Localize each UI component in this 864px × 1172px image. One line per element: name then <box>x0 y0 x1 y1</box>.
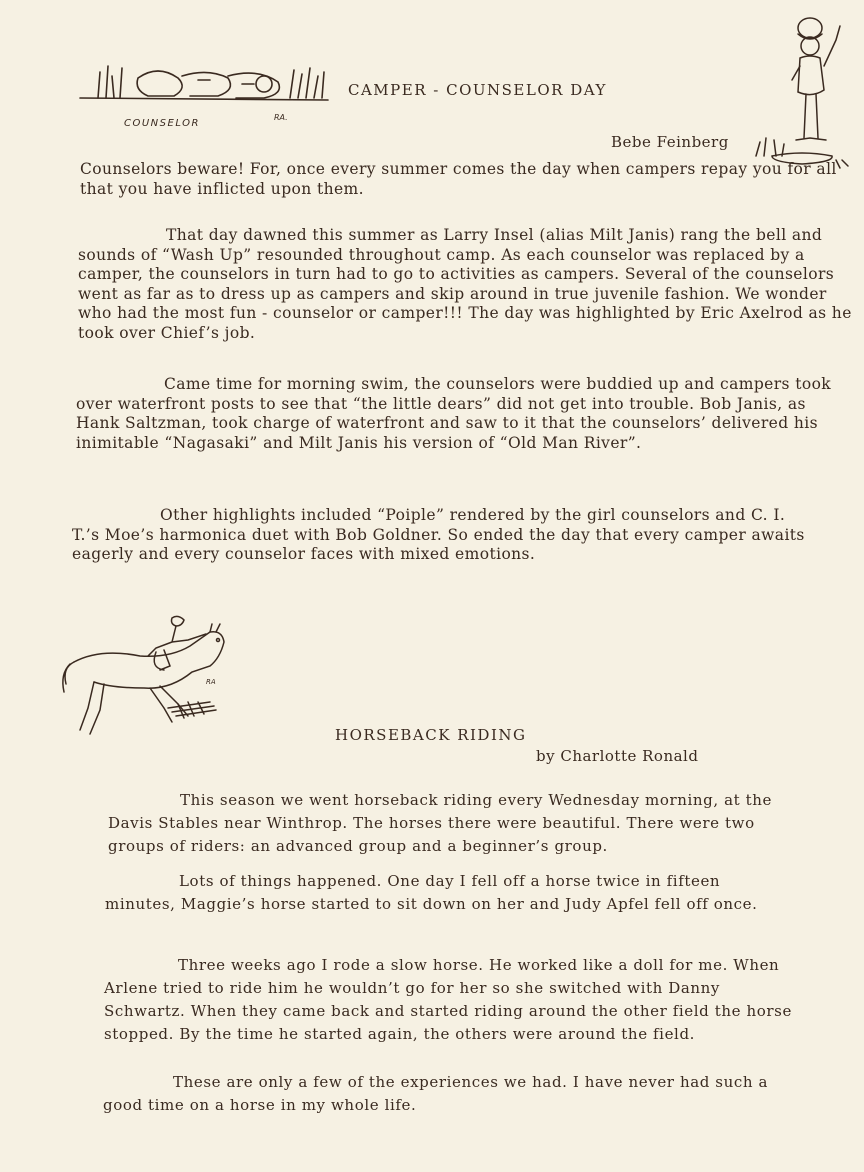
article2-paragraph-1: This season we went horseback riding every Wednesday morning, at the Davis Stables near Winthrop. The horses there were beautiful. There were two groups of riders: an advanced group and a beginner’s group. <box>108 791 773 855</box>
guard-sketch-illustration <box>752 10 852 175</box>
counselor-sketch-caption: COUNSELOR <box>124 118 200 129</box>
counselor-sketch-illustration <box>78 58 338 130</box>
article2-paragraph-4: These are only a few of the experiences we had. I have never had such a good time on a horse in my whole life. <box>103 1073 769 1114</box>
article2-author: by Charlotte Ronald <box>536 747 699 765</box>
counselor-sketch-signature: RA. <box>274 113 288 122</box>
article1-paragraph-3: Came time for morning swim, the counselors were buddied up and campers took over waterfront posts to see that “the little dears” did not get into trouble. Bob Janis, as Hank Saltzman, took charge of waterfront and saw to it that the counselors’ delivered his inimitable “Nagasaki” and Milt Janis his version of “Old Man River”. <box>76 375 832 452</box>
article1-paragraph-4: Other highlights included “Poiple” rendered by the girl counselors and C. I. T.’s Moe’s harmonica duet with Bob Goldner. So ended the day that every camper awaits eagerly and every counselor faces with mixed emotions. <box>72 506 805 563</box>
article2-paragraph-2: Lots of things happened. One day I fell off a horse twice in fifteen minutes, Maggie’s horse started to sit down on her and Judy Apfel fell off once. <box>105 872 758 913</box>
article2-title: HORSEBACK RIDING <box>335 726 527 744</box>
article1-paragraph-2: That day dawned this summer as Larry Insel (alias Milt Janis) rang the bell and sounds of “Wash Up” resounded throughout camp. As each counselor was replaced by a camper, the counselors in turn had to go to activities as campers. Several of the counselors went as far as to dress up as campers and skip around in true juvenile fashion. We wonder who had the most fun - counselor or camper!!! The day was highlighted by Eric Axelrod as he took over Chief’s job. <box>78 226 852 342</box>
article2-paragraph-3: Three weeks ago I rode a slow horse. He worked like a doll for me. When Arlene tried to ride him he wouldn’t go for her so she switched with Danny Schwartz. When they came back and started riding around the other field the horse stopped. By the time he started again, the others were around the field. <box>104 956 792 1043</box>
article1-paragraph-1: Counselors beware! For, once every summer comes the day when campers repay you for all that you have inflicted upon them. <box>80 160 837 198</box>
horse-sketch-signature: RA <box>206 678 216 686</box>
horse-rider-sketch-illustration <box>60 612 232 740</box>
article1-author: Bebe Feinberg <box>611 133 729 151</box>
article1-title: CAMPER - COUNSELOR DAY <box>348 81 607 99</box>
